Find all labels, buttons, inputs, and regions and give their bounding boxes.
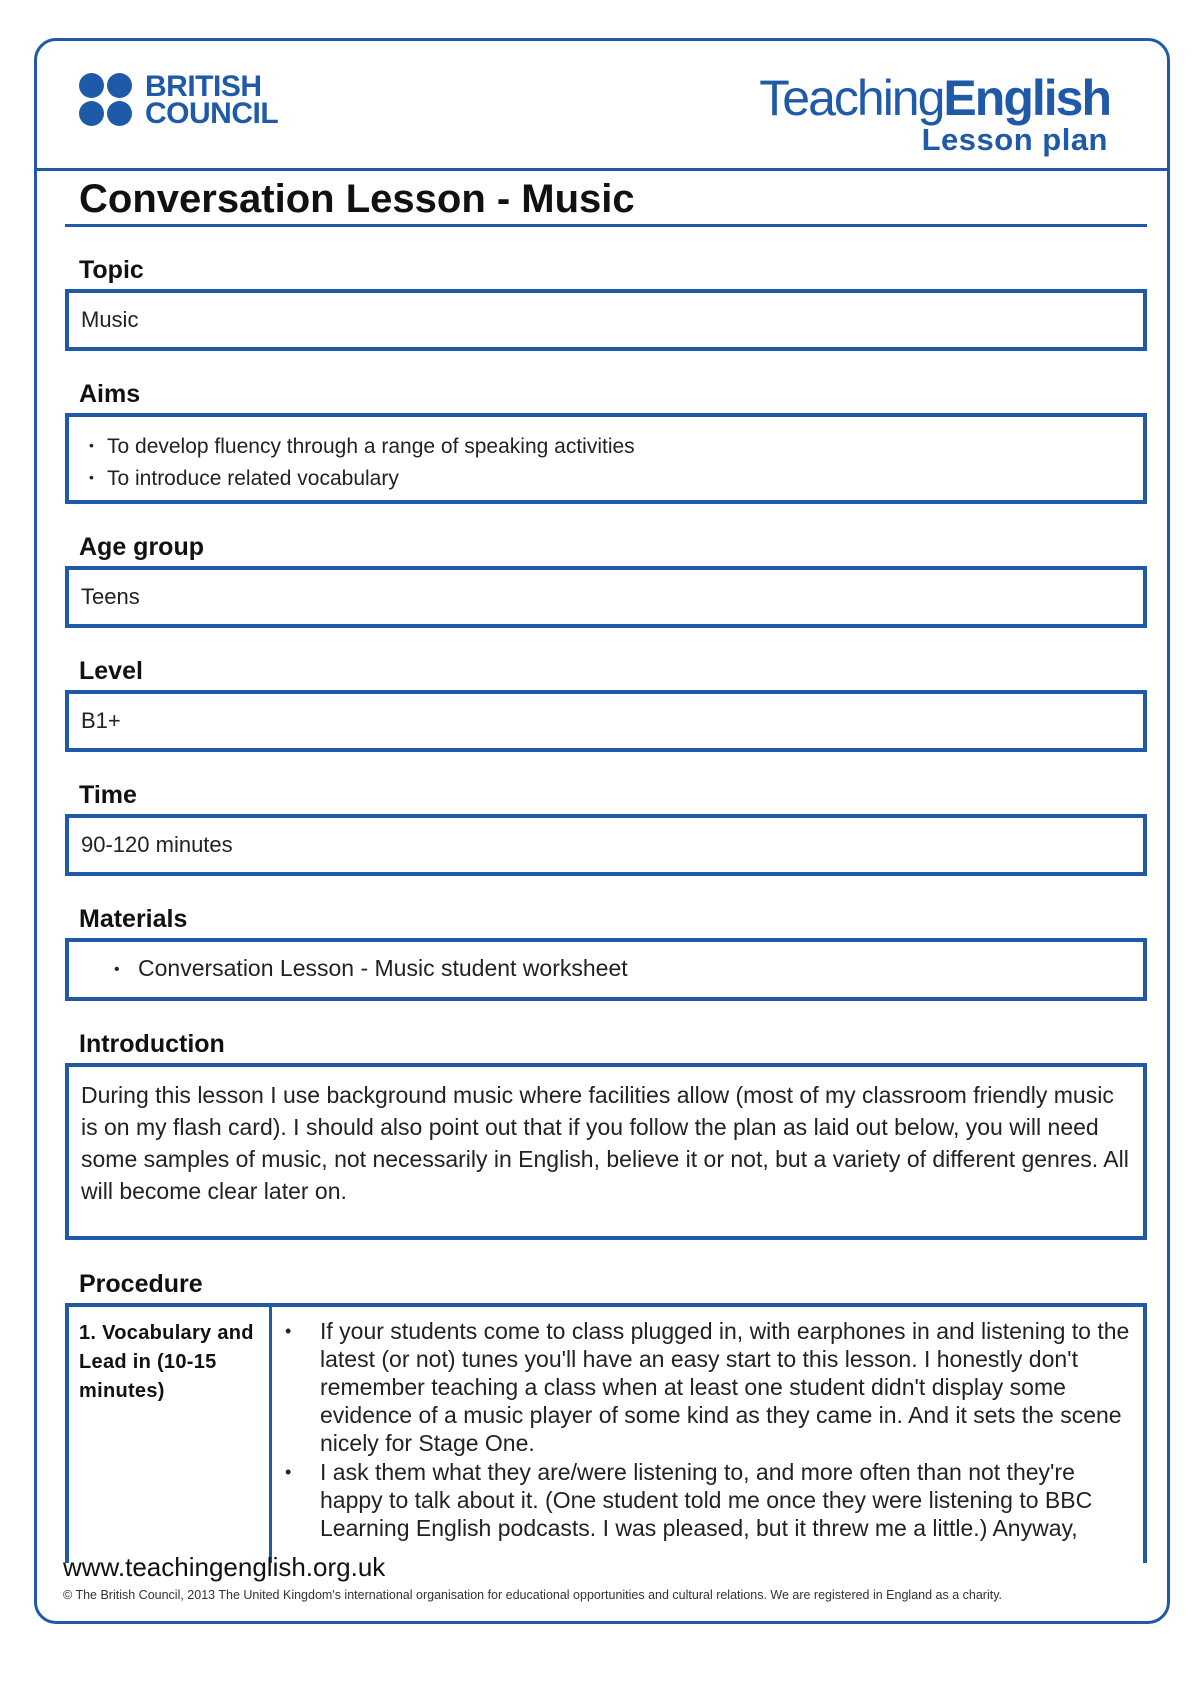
list-item: • If your students come to class plugged in, with earphones in and listening to the latest (or not) tunes you'll have an easy start to this lesson. I honestly don't remember teaching a class when at least one student didn't display some evidence of a music player of some kind as they came in. And it sets the scene nicely for Stage One. — [285, 1318, 1130, 1456]
level-value: B1+ — [81, 708, 121, 733]
brand-subtitle: Lesson plan — [921, 122, 1108, 157]
aims-list — [89, 430, 635, 494]
time-box — [65, 814, 1147, 876]
footer-copyright: © The British Council, 2013 The United Kingdom's international organisation for educational opportunities and cultural relations. We are registered in England as a charity. — [63, 1588, 1002, 1602]
logo-word-2: COUNCIL — [145, 97, 279, 130]
age-group-label: Age group — [79, 533, 204, 561]
list-item: • To introduce related vocabulary — [89, 467, 399, 490]
procedure-list — [283, 1317, 1143, 1543]
procedure-column-divider — [269, 1307, 272, 1563]
aims-label: Aims — [79, 380, 141, 408]
list-item: • I ask them what they are/were listening to, and more often than not they're happy to talk about it. (One student told me once they were listening to BBC Learning English podcasts. I was pleased, but it threw me a little.) Anyway, — [285, 1459, 1093, 1541]
materials-box — [65, 938, 1147, 1001]
introduction-box — [65, 1063, 1147, 1240]
list-item: • Conversation Lesson - Music student worksheet — [114, 955, 628, 981]
british-council-dots-icon — [79, 73, 135, 129]
materials-label: Materials — [79, 905, 188, 933]
introduction-text: During this lesson I use background music where facilities allow (most of my classroom friendly music is on my flash card). I should also point out that if you follow the plan as laid out below, you will need some samples of music, not necessarily in English, believe it or not, but a variety of different genres. All will become clear later on. — [81, 1082, 1129, 1204]
footer-url[interactable]: www.teachingenglish.org.uk — [63, 1552, 386, 1582]
logo-word-1: BRITISH — [145, 70, 262, 103]
procedure-stage: 1. Vocabulary and Lead in (10-15 minutes) — [79, 1322, 254, 1402]
header-divider — [34, 168, 1170, 171]
topic-label: Topic — [79, 256, 144, 284]
brand-bold: English — [943, 70, 1110, 126]
topic-value: Music — [81, 307, 139, 332]
age-group-box — [65, 566, 1147, 628]
british-council-logo — [79, 70, 279, 130]
level-label: Level — [79, 657, 143, 685]
time-label: Time — [79, 781, 137, 809]
list-item: • To develop fluency through a range of speaking activities — [89, 435, 635, 458]
teachingenglish-logo — [759, 72, 1110, 124]
age-group-value: Teens — [81, 584, 140, 609]
procedure-label: Procedure — [79, 1270, 203, 1298]
page-title: Conversation Lesson - Music — [79, 177, 635, 221]
title-underline — [65, 224, 1147, 227]
procedure-table — [65, 1303, 1147, 1563]
brand-light: Teaching — [759, 70, 944, 126]
aims-box — [65, 413, 1147, 504]
level-box — [65, 690, 1147, 752]
introduction-label: Introduction — [79, 1030, 225, 1058]
topic-box — [65, 289, 1147, 351]
time-value: 90-120 minutes — [81, 832, 233, 857]
